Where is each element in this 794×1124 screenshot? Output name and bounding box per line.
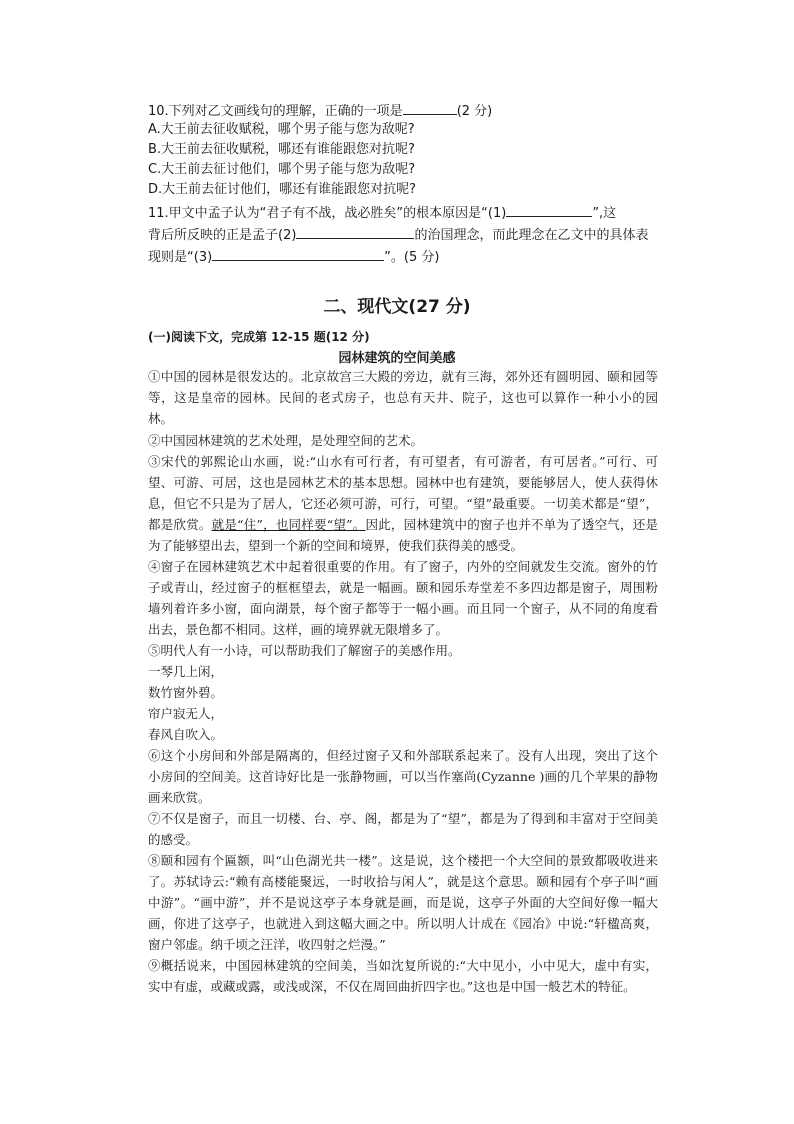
paragraph-6: ⑥这个小房间和外部是隔离的，但经过窗子又和外部联系起来了。没有人出现，突出了这个小房间的空间美。这首诗好比是一张静物画，可以当作塞尚(Cyzanne )画的几个苹果的静物画来欣赏。 — [148, 748, 658, 805]
paragraph-1: ①中国的园林是很发达的。北京故宫三大殿的旁边，就有三海，郊外还有圆明园、颐和园等等，这是皇帝的园林。民间的老式房子，也总有天井、院子，这也可以算作一种小小的园林。 — [148, 369, 658, 426]
paragraph-3-text-b: 因此，园林建筑中的窗子也并不单为了透空气，还是为了能够望出去，望到一个新的空间和境界，使我们获得美的感受。 — [148, 517, 658, 553]
answer-blank-11-1[interactable] — [506, 202, 592, 217]
answer-blank-11-3[interactable] — [212, 246, 384, 261]
paragraph-9: ⑨概括说来，中国园林建筑的空间美，当如沈复所说的:“大中见小，小中见大，虚中有实，实中有虚，或藏或露，或浅或深，不仅在周回曲折四字也。”这也是中国一般艺术的特征。 — [148, 958, 658, 994]
question-11-line-2 — [148, 224, 658, 246]
poem-line-1: 一琴几上闲， — [148, 664, 224, 679]
question-11-line-2a: 背后所反映的正是孟子 — [148, 228, 279, 243]
blank-1-label: (1) — [487, 206, 507, 221]
option-c: C.大王前去征讨他们，哪个男子能与您为敌呢? — [148, 162, 416, 177]
paragraph-8: ⑧颐和园有个匾额，叫“山色湖光共一楼”。这是说，这个楼把一个大空间的景致都吸收进来了。苏轼诗云:“赖有高楼能聚远，一时收拾与闲人”，就是这个意思。颐和园有个亭子叫“画中游”。“画中游”，并不是说这亭子本身就是画，而是说，这亭子外面的大空间好像一幅大画，你进了这亭子，也就进入到这幅大画之中。所以明人计成在《园冶》中说:“轩楹高爽，窗户邻虚。纳千顷之汪洋，收四射之烂漫。” — [148, 853, 658, 952]
section-title: 二、现代文(27 分) — [323, 297, 471, 317]
question-11-line-3b: ”。(5 分) — [384, 250, 440, 265]
question-11-part-1: 11.甲文中孟子认为“君子有不战，战必胜矣”的根本原因是“ — [148, 206, 488, 221]
option-a: A.大王前去征收赋税，哪个男子能与您为敌呢? — [148, 122, 415, 137]
question-10-stem — [148, 100, 658, 122]
question-11-line-3 — [148, 246, 658, 268]
article-title: 园林建筑的空间美感 — [338, 351, 456, 366]
paragraph-3 — [148, 451, 658, 556]
option-d: D.大王前去征讨他们，哪还有谁能跟您对抗呢? — [148, 182, 417, 197]
poem-line-4: 春风自吹入。 — [148, 727, 224, 742]
answer-blank-11-2[interactable] — [296, 224, 414, 239]
paragraph-4: ④窗子在园林建筑艺术中起着很重要的作用。有了窗子，内外的空间就发生交流。窗外的竹子或青山，经过窗子的框框望去，就是一幅画。颐和园乐寿堂差不多四边都是窗子，周围粉墙列着许多小窗，面向湖景，每个窗子都等于一幅小画。而且同一个窗子，从不同的角度看出去，景色都不相同。这样，画的境界就无限增多了。 — [148, 559, 658, 637]
question-11-line-3a: 现则是“ — [148, 250, 194, 265]
paragraph-2: ②中国园林建筑的艺术处理，是处理空间的艺术。 — [148, 433, 424, 448]
poem-line-2: 数竹窗外碧。 — [148, 685, 224, 700]
underlined-sentence: 就是“住”，也同样要“望”。 — [211, 517, 366, 532]
paragraph-5: ⑤明代人有一小诗，可以帮助我们了解窗子的美感作用。 — [148, 643, 461, 658]
question-11-part-2: ”,这 — [592, 206, 617, 221]
blank-3-label: (3) — [193, 250, 213, 265]
blank-2-label: (2) — [278, 228, 297, 243]
answer-blank-10[interactable] — [403, 100, 457, 115]
option-b: B.大王前去征收赋税，哪还有谁能跟您对抗呢? — [148, 142, 415, 157]
question-10-text: 10.下列对乙文画线句的理解，正确的一项是 — [148, 104, 403, 119]
paragraph-3-text-a: ③宋代的郭熙论山水画，说:“山水有可行者，有可望者，有可游者，有可居者。”可行、可望、可游、可居，这也是园林艺术的基本思想。园林中也有建筑，要能够居人，使人获得休息，但它不只是为了居人，它还必须可游，可行，可望。“望”最重要。一切美术都是“望”，都是欣赏。 — [148, 454, 658, 532]
question-11-line-2b: 的治国理念，而此理念在乙文中的具体表 — [414, 228, 649, 243]
question-10-score: (2 分) — [456, 104, 493, 119]
poem-line-3: 帘户寂无人， — [148, 706, 224, 721]
question-11-line-1 — [148, 202, 658, 224]
reading-instruction: (一)阅读下文，完成第 12-15 题(12 分) — [148, 330, 370, 344]
paragraph-7: ⑦不仅是窗子，而且一切楼、台、亭、阁，都是为了“望”，都是为了得到和丰富对于空间美的感受。 — [148, 811, 658, 847]
